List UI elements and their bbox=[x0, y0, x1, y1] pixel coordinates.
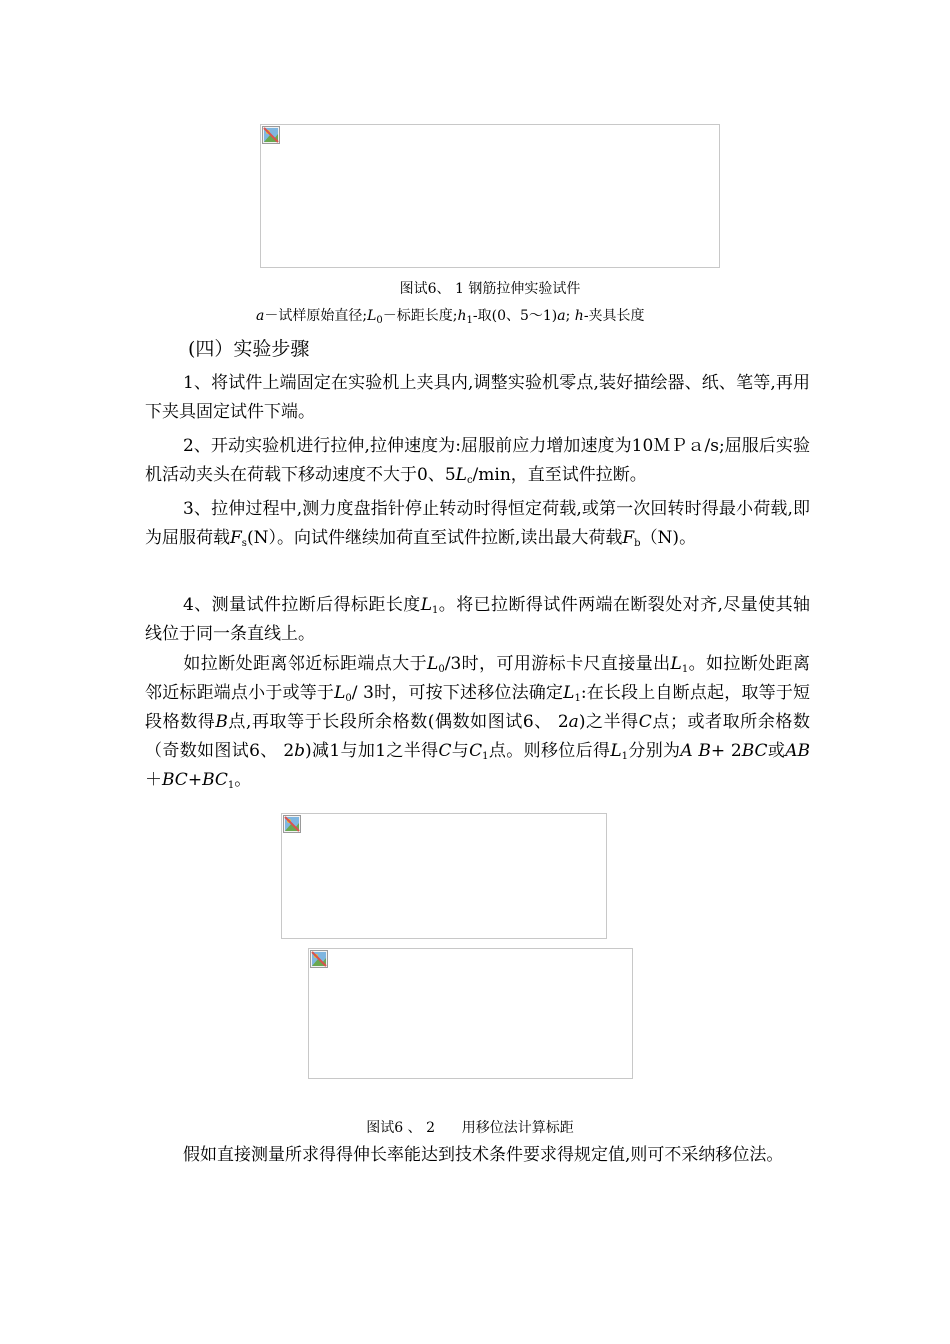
para-text: 。如拉断处距离邻近标距端点小于或等于 bbox=[145, 654, 811, 703]
para-text: /3时，可用游标卡尺直接量出 bbox=[444, 654, 671, 674]
symbol-L: L bbox=[420, 595, 432, 615]
step-4-text: 。将已拉断得试件两端在断裂处对齐,尽量使其轴线位于同一条直线上。 bbox=[145, 595, 810, 644]
step-2-paragraph bbox=[145, 432, 810, 490]
symbol-L: L bbox=[455, 465, 467, 485]
para-text: 与 bbox=[451, 741, 470, 761]
symbol-L: L bbox=[427, 654, 439, 674]
para-text: )之半得 bbox=[578, 712, 639, 732]
closing-text: 假如直接测量所求得得伸长率能达到技术条件要求得规定值,则可不采纳移位法。 bbox=[183, 1145, 784, 1165]
symbol-L: L bbox=[610, 741, 622, 761]
symbol-B: B bbox=[215, 712, 228, 732]
symbol-AB: A B bbox=[680, 741, 711, 761]
symbol-a: a bbox=[256, 308, 265, 324]
symbol-a: a bbox=[568, 712, 579, 732]
legend-text: -夹具长度 bbox=[583, 308, 645, 324]
step-4-paragraph bbox=[145, 591, 810, 649]
closing-paragraph bbox=[145, 1141, 810, 1170]
symbol-L: L bbox=[334, 683, 346, 703]
legend-text: －试样原始直径; bbox=[264, 308, 368, 324]
figure-2-caption: 图试6 、 2 用移位法计算标距 bbox=[366, 1120, 574, 1136]
para-text: 点；或者取所余格数（奇数如图试6、 2 bbox=[145, 712, 811, 761]
symbol-L: L bbox=[367, 308, 377, 324]
para-text: + bbox=[187, 770, 203, 790]
symbol-b: b bbox=[294, 741, 306, 761]
subscript: 1 bbox=[227, 780, 235, 791]
legend-text: ; bbox=[565, 308, 575, 324]
symbol-C: C bbox=[438, 741, 452, 761]
symbol-BC: BC bbox=[741, 741, 768, 761]
subscript: 0 bbox=[345, 693, 352, 704]
symbol-h: h bbox=[574, 308, 584, 324]
legend-text: －标距长度; bbox=[382, 308, 458, 324]
step-3-text: (N）。向试件继续加荷直至试件拉断,读出最大荷载 bbox=[246, 528, 623, 548]
subscript: s bbox=[241, 538, 247, 549]
figure-1-caption: 图试6、 1 钢筋拉伸实验试件 bbox=[399, 281, 581, 297]
para-text: 如拉断处距离邻近标距端点大于 bbox=[183, 654, 428, 674]
step-1-text: 1、将试件上端固定在实验机上夹具内,调整实验机零点,装好描绘器、纸、笔等,再用下夹具固定试件下端。 bbox=[145, 373, 810, 422]
step-1-paragraph bbox=[145, 369, 810, 427]
symbol-BC: BC bbox=[162, 770, 188, 790]
para-text: + 2 bbox=[710, 741, 742, 761]
subscript: 0 bbox=[376, 315, 383, 326]
legend-text: -取(0、5～1) bbox=[472, 308, 558, 324]
section-heading: (四）实验步骤 bbox=[188, 338, 310, 360]
broken-image-icon bbox=[283, 815, 301, 833]
para-text: :在长段上自断点起，取等于短段格数得 bbox=[145, 683, 811, 732]
para-text: )减1与加1之半得 bbox=[305, 741, 439, 761]
symbol-L: L bbox=[670, 654, 682, 674]
step-3-paragraph bbox=[145, 495, 810, 553]
para-text: 。 bbox=[234, 770, 252, 790]
figure-2b-image bbox=[308, 948, 633, 1079]
subscript: 1 bbox=[574, 693, 581, 704]
symbol-F: F bbox=[622, 528, 635, 548]
symbol-F: F bbox=[230, 528, 242, 548]
subscript: 1 bbox=[621, 751, 628, 762]
para-text: 分别为 bbox=[628, 741, 681, 761]
para-text: / 3时，可按下述移位法确定 bbox=[351, 683, 564, 703]
step-2-text: 2、开动实验机进行拉伸,拉伸速度为:屈服前应力增加速度为10ＭＰａ/s;屈服后实验机活动夹头在荷载下移动速度不大于0、5 bbox=[145, 436, 810, 485]
symbol-a: a bbox=[557, 308, 566, 324]
symbol-L: L bbox=[563, 683, 575, 703]
symbol-C: C bbox=[469, 741, 483, 761]
subscript: 1 bbox=[681, 664, 689, 675]
broken-image-icon bbox=[310, 950, 328, 968]
subscript: 1 bbox=[431, 605, 439, 616]
symbol-AB: AB bbox=[785, 741, 811, 761]
subscript: 1 bbox=[482, 751, 489, 762]
figure-2a-image bbox=[281, 813, 607, 939]
step-4-text: 4、测量试件拉断后得标距长度 bbox=[183, 595, 421, 615]
figure-1-legend bbox=[256, 305, 645, 325]
step-3-text: （N)。 bbox=[640, 528, 697, 548]
figure-1-image bbox=[260, 124, 720, 268]
step-3-text: 3、拉伸过程中,测力度盘指针停止转动时得恒定荷载,或第一次回转时得最小荷载,即为屈服荷载 bbox=[145, 499, 810, 548]
para-text: 点。则移位后得 bbox=[488, 741, 611, 761]
symbol-C: C bbox=[638, 712, 652, 732]
shift-method-paragraph bbox=[145, 650, 810, 795]
para-text: ＋ bbox=[145, 770, 162, 790]
symbol-BC: BC bbox=[202, 770, 228, 790]
subscript: c bbox=[466, 475, 473, 486]
broken-image-icon bbox=[262, 126, 280, 144]
subscript: 0 bbox=[438, 664, 445, 675]
para-text: 或 bbox=[767, 741, 786, 761]
symbol-h: h bbox=[457, 308, 467, 324]
step-2-text: /min，直至试件拉断。 bbox=[472, 465, 647, 485]
subscript: b bbox=[634, 538, 641, 549]
para-text: 点,再取等于长段所余格数(偶数如图试6、 2 bbox=[227, 712, 569, 732]
subscript: 1 bbox=[466, 315, 473, 326]
